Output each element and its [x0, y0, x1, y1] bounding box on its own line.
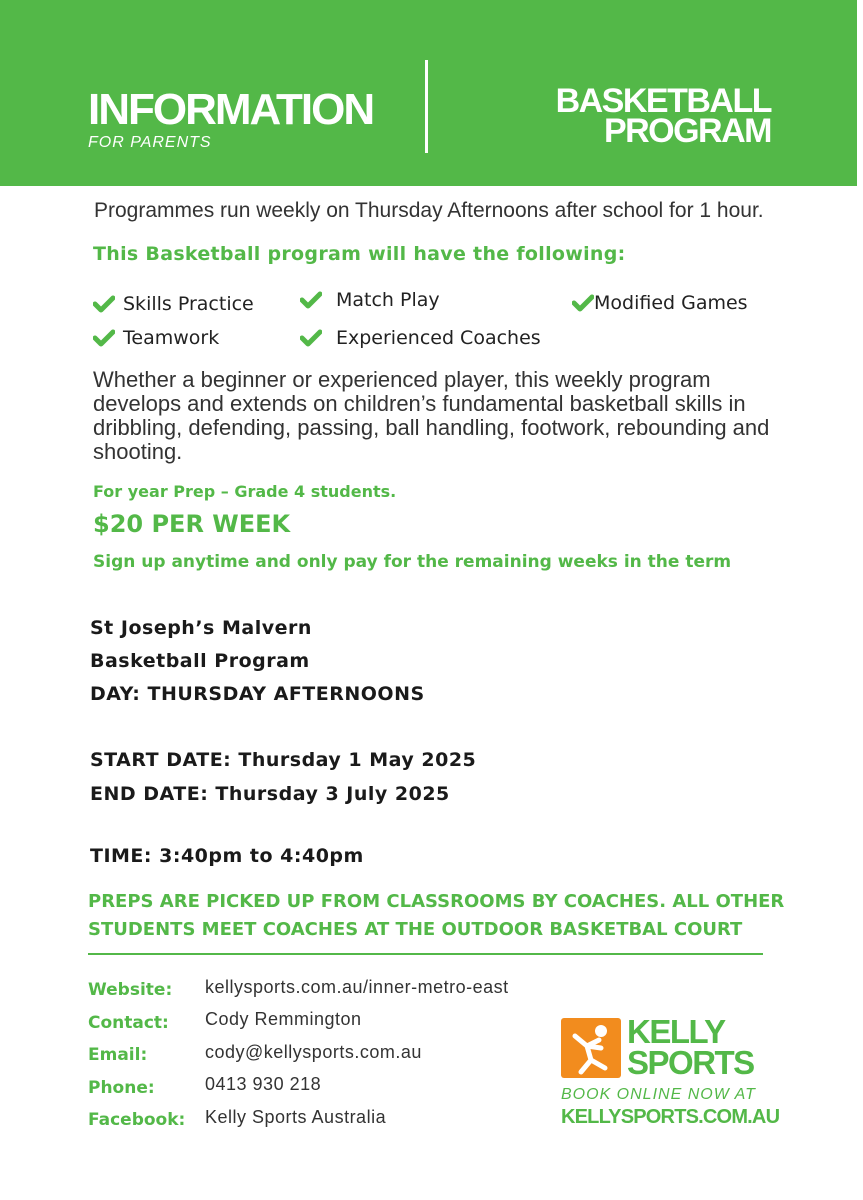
feature-label: Skills Practice	[123, 293, 254, 315]
header-divider	[425, 60, 428, 153]
logo-line1: KELLY	[627, 1013, 725, 1050]
signup-text: Sign up anytime and only pay for the remaining weeks in the term	[93, 552, 732, 572]
feature-label: Teamwork	[123, 327, 220, 349]
feature-item	[93, 293, 254, 315]
logo-wordmark	[627, 1013, 754, 1081]
checkmark-icon	[93, 329, 115, 347]
feature-item	[300, 327, 541, 349]
feature-item	[572, 292, 748, 314]
program-title-line2: PROGRAM	[603, 112, 771, 150]
divider-rule	[88, 953, 763, 955]
email-link[interactable]: cody@kellysports.com.au	[205, 1042, 422, 1062]
checkmark-icon	[300, 291, 322, 309]
feature-label: Modified Games	[594, 292, 748, 314]
header-left	[88, 85, 374, 152]
feature-label: Match Play	[336, 289, 440, 311]
school-name: St Joseph’s Malvern	[90, 617, 312, 639]
checkmark-icon	[93, 295, 115, 313]
website-label: Website:	[88, 980, 173, 1000]
logo-tagline: BOOK ONLINE NOW AT	[561, 1086, 756, 1103]
athlete-icon	[561, 1018, 621, 1078]
phone-label: Phone:	[88, 1078, 155, 1098]
program-description: Whether a beginner or experienced player, this weekly program develops and extends on children’s fundamental basketball skills in dribbling, defending, passing, ball handling, footwork, rebounding and shooting.	[93, 367, 770, 464]
facebook-label: Facebook:	[88, 1110, 186, 1130]
facebook-link[interactable]: Kelly Sports Australia	[205, 1107, 387, 1127]
phone-number[interactable]: 0413 930 218	[205, 1074, 322, 1094]
feature-label: Experienced Coaches	[336, 327, 541, 349]
header-title: INFORMATION	[88, 85, 374, 134]
end-date: END DATE: Thursday 3 July 2025	[90, 783, 450, 805]
contact-label: Contact:	[88, 1013, 169, 1033]
website-link[interactable]: kellysports.com.au/inner-metro-east	[205, 977, 509, 997]
checkmark-icon	[300, 329, 322, 347]
program-title-line1: BASKETBALL	[555, 82, 771, 120]
start-date: START DATE: Thursday 1 May 2025	[90, 749, 477, 771]
feature-item	[93, 327, 219, 349]
pickup-notice: PREPS ARE PICKED UP FROM CLASSROOMS BY COACHES. ALL OTHER STUDENTS MEET COACHES AT THE OUTDOOR BASKETBAL COURT	[88, 891, 785, 940]
checkmark-icon	[572, 294, 594, 312]
header-subtitle: FOR PARENTS	[88, 134, 212, 151]
intro-text: Programmes run weekly on Thursday Afternoons after school for 1 hour.	[94, 199, 764, 222]
program-time: TIME: 3:40pm to 4:40pm	[90, 845, 364, 867]
audience-text: For year Prep – Grade 4 students.	[93, 482, 397, 501]
header-banner	[0, 0, 857, 186]
price-text: $20 PER WEEK	[93, 510, 291, 538]
program-name: Basketball Program	[90, 650, 310, 672]
logo-line2: SPORTS	[627, 1044, 754, 1081]
program-title	[531, 82, 771, 150]
features-heading: This Basketball program will have the following:	[93, 243, 626, 265]
feature-item	[300, 289, 440, 311]
program-day: DAY: THURSDAY AFTERNOONS	[90, 683, 425, 705]
email-label: Email:	[88, 1045, 148, 1065]
kelly-sports-logo[interactable]	[561, 1013, 780, 1131]
logo-url[interactable]: KELLYSPORTS.COM.AU	[561, 1106, 780, 1128]
contact-name: Cody Remmington	[205, 1009, 362, 1029]
